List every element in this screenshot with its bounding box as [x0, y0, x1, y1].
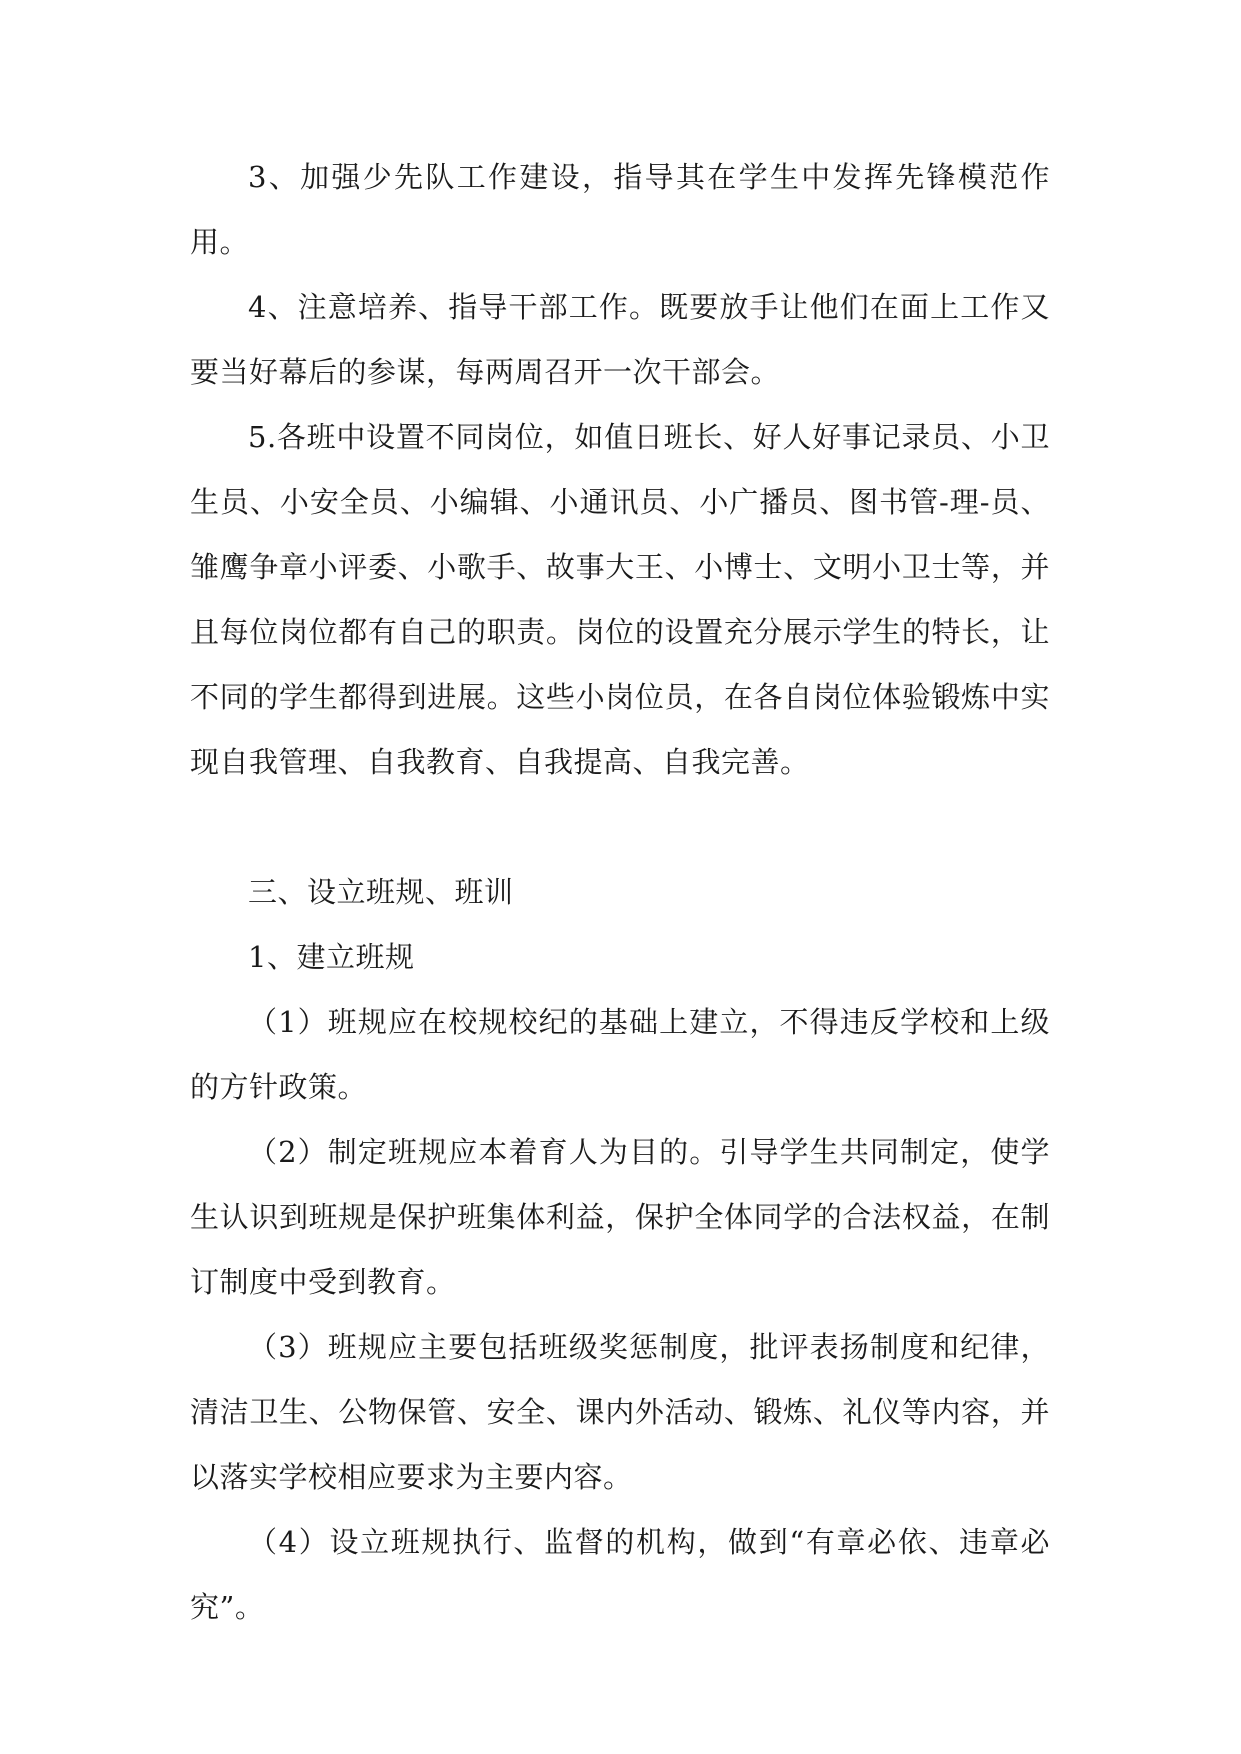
paragraph-item-5: 5.各班中设置不同岗位，如值日班长、好人好事记录员、小卫生员、小安全员、小编辑、小通讯员、小广播员、图书管-理-员、雏鹰争章小评委、小歌手、故事大王、小博士、文明小卫士等，并且每位岗位都有自己的职责。岗位的设置充分展示学生的特长，让不同的学生都得到进展。这些小岗位员，在各自岗位体验锻炼中实现自我管理、自我教育、自我提高、自我完善。 [190, 420, 1050, 779]
document-page [190, 145, 1050, 1640]
rule-item-4: （4）设立班规执行、监督的机构，做到“有章必依、违章必究”。 [190, 1525, 1050, 1624]
section-spacer [190, 795, 1050, 860]
rule-item-1: （1）班规应在校规校纪的基础上建立，不得违反学校和上级的方针政策。 [190, 1005, 1050, 1104]
paragraph-item-3: 3、加强少先队工作建设，指导其在学生中发挥先锋模范作用。 [190, 160, 1050, 259]
rule-item-3: （3）班规应主要包括班级奖惩制度，批评表扬制度和纪律，清洁卫生、公物保管、安全、课内外活动、锻炼、礼仪等内容，并以落实学校相应要求为主要内容。 [190, 1330, 1050, 1494]
section-heading: 三、设立班规、班训 [248, 875, 514, 909]
subheading-class-rules: 1、建立班规 [248, 940, 415, 974]
paragraph-item-4: 4、注意培养、指导干部工作。既要放手让他们在面上工作又要当好幕后的参谋，每两周召开一次干部会。 [190, 290, 1050, 389]
rule-item-2: （2）制定班规应本着育人为目的。引导学生共同制定，使学生认识到班规是保护班集体利益，保护全体同学的合法权益，在制订制度中受到教育。 [190, 1135, 1050, 1299]
